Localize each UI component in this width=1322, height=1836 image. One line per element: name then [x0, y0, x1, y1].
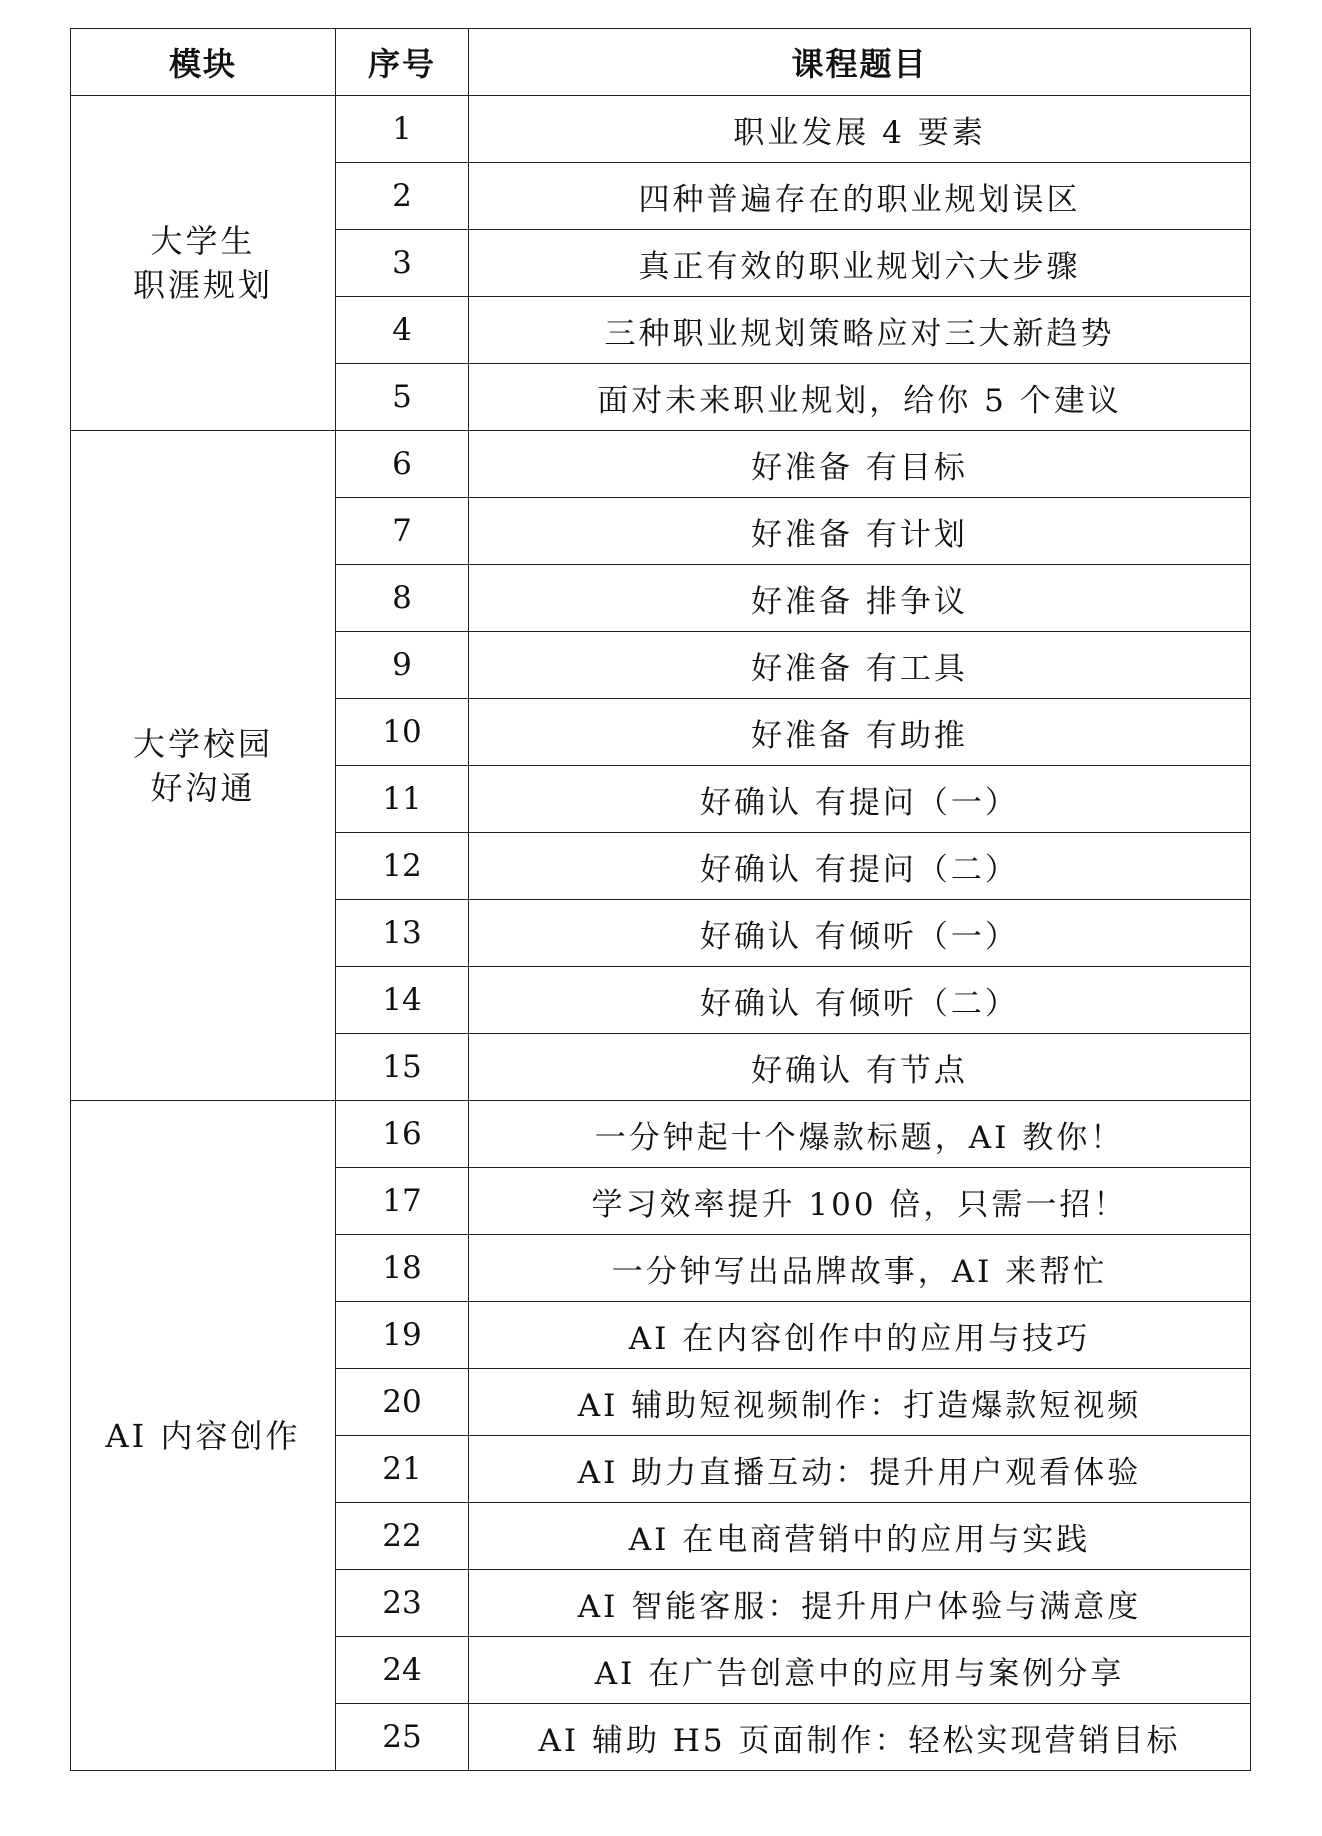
- course-title-cell: 四种普遍存在的职业规划误区: [469, 163, 1251, 230]
- course-title-cell: 职业发展 4 要素: [469, 96, 1251, 163]
- index-cell: 2: [336, 163, 469, 230]
- index-cell: 3: [336, 230, 469, 297]
- index-cell: 7: [336, 498, 469, 565]
- index-cell: 16: [336, 1101, 469, 1168]
- module-line: 职涯规划: [132, 266, 273, 304]
- module-line: 好沟通: [150, 768, 256, 807]
- module-line: 大学生: [150, 222, 256, 260]
- header-module: 模块: [71, 29, 336, 96]
- course-title-cell: 面对未来职业规划，给你 5 个建议: [469, 364, 1251, 431]
- course-title-cell: 一分钟写出品牌故事，AI 来帮忙: [469, 1235, 1251, 1302]
- course-title-cell: 好确认 有倾听（二）: [469, 967, 1251, 1034]
- module-line: AI 内容创作: [105, 1416, 301, 1455]
- table-body: [71, 96, 1251, 1771]
- course-title-cell: AI 辅助 H5 页面制作：轻松实现营销目标: [469, 1704, 1251, 1771]
- index-cell: 25: [336, 1704, 469, 1771]
- index-cell: 13: [336, 900, 469, 967]
- course-title-cell: 好准备 有目标: [469, 431, 1251, 498]
- course-title-cell: AI 在内容创作中的应用与技巧: [469, 1302, 1251, 1369]
- index-cell: 11: [336, 766, 469, 833]
- index-cell: 24: [336, 1637, 469, 1704]
- index-cell: 19: [336, 1302, 469, 1369]
- index-cell: 15: [336, 1034, 469, 1101]
- course-title-cell: 好确认 有提问（一）: [469, 766, 1251, 833]
- index-cell: 10: [336, 699, 469, 766]
- table-row: [71, 96, 1251, 163]
- index-cell: 22: [336, 1503, 469, 1570]
- header-title: 课程题目: [469, 29, 1251, 96]
- module-line: 大学校园: [132, 724, 273, 763]
- index-cell: 4: [336, 297, 469, 364]
- index-cell: 5: [336, 364, 469, 431]
- course-title-cell: 好确认 有倾听（一）: [469, 900, 1251, 967]
- course-title-cell: 真正有效的职业规划六大步骤: [469, 230, 1251, 297]
- index-cell: 17: [336, 1168, 469, 1235]
- course-title-cell: AI 在广告创意中的应用与案例分享: [469, 1637, 1251, 1704]
- index-cell: 14: [336, 967, 469, 1034]
- course-title-cell: 好准备 有助推: [469, 699, 1251, 766]
- course-title-cell: AI 智能客服：提升用户体验与满意度: [469, 1570, 1251, 1637]
- index-cell: 18: [336, 1235, 469, 1302]
- table-row: [71, 431, 1251, 498]
- course-table: [70, 28, 1251, 1771]
- module-cell: [71, 1101, 336, 1771]
- index-cell: 1: [336, 96, 469, 163]
- index-cell: 12: [336, 833, 469, 900]
- course-title-cell: 三种职业规划策略应对三大新趋势: [469, 297, 1251, 364]
- table-header-row: [71, 29, 1251, 96]
- module-cell: [71, 431, 336, 1101]
- course-title-cell: 一分钟起十个爆款标题，AI 教你！: [469, 1101, 1251, 1168]
- index-cell: 8: [336, 565, 469, 632]
- course-title-cell: 好准备 有计划: [469, 498, 1251, 565]
- index-cell: 20: [336, 1369, 469, 1436]
- header-index: 序号: [336, 29, 469, 96]
- course-title-cell: AI 在电商营销中的应用与实践: [469, 1503, 1251, 1570]
- course-title-cell: AI 助力直播互动：提升用户观看体验: [469, 1436, 1251, 1503]
- index-cell: 23: [336, 1570, 469, 1637]
- index-cell: 21: [336, 1436, 469, 1503]
- course-title-cell: AI 辅助短视频制作：打造爆款短视频: [469, 1369, 1251, 1436]
- course-title-cell: 好确认 有节点: [469, 1034, 1251, 1101]
- course-title-cell: 好准备 有工具: [469, 632, 1251, 699]
- course-title-cell: 学习效率提升 100 倍，只需一招！: [469, 1168, 1251, 1235]
- table-row: [71, 1101, 1251, 1168]
- index-cell: 9: [336, 632, 469, 699]
- module-cell: [71, 96, 336, 431]
- course-title-cell: 好确认 有提问（二）: [469, 833, 1251, 900]
- course-title-cell: 好准备 排争议: [469, 565, 1251, 632]
- index-cell: 6: [336, 431, 469, 498]
